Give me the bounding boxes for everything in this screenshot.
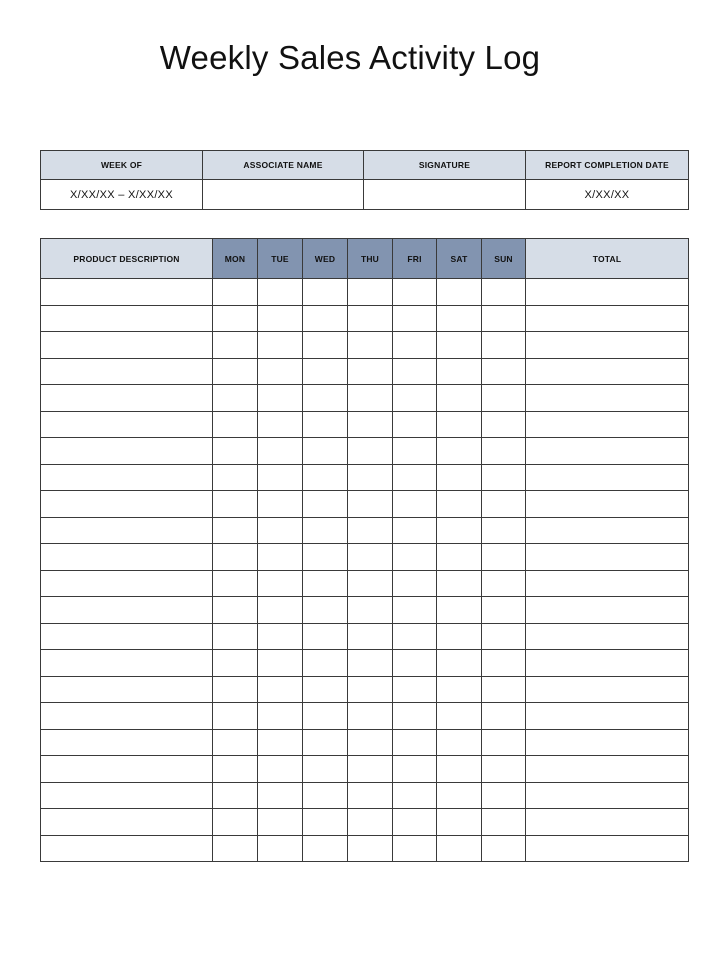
table-row	[41, 517, 689, 544]
tue-cell[interactable]	[258, 703, 303, 730]
sun-cell[interactable]	[482, 809, 526, 836]
thu-cell[interactable]	[348, 782, 393, 809]
table-row	[41, 703, 689, 730]
thu-cell[interactable]	[348, 411, 393, 438]
product-description-cell[interactable]	[41, 782, 213, 809]
table-row	[41, 623, 689, 650]
wed-cell[interactable]	[303, 570, 348, 597]
page-title: Weekly Sales Activity Log	[159, 39, 541, 76]
sun-cell[interactable]	[482, 597, 526, 624]
thu-cell[interactable]	[348, 623, 393, 650]
product-description-cell[interactable]	[41, 756, 213, 783]
fri-cell[interactable]	[393, 517, 437, 544]
thu-cell[interactable]	[348, 544, 393, 571]
mon-cell[interactable]	[213, 835, 258, 862]
sat-cell[interactable]	[437, 703, 482, 730]
wed-cell[interactable]	[303, 703, 348, 730]
thu-cell[interactable]	[348, 305, 393, 332]
thu-cell[interactable]	[348, 756, 393, 783]
report-completion-date-header: REPORT COMPLETION DATE	[526, 151, 689, 180]
product-description-cell[interactable]	[41, 438, 213, 465]
log-body	[41, 279, 689, 862]
product-description-header: PRODUCT DESCRIPTION	[41, 239, 213, 279]
total-cell[interactable]	[526, 411, 689, 438]
sat-cell[interactable]	[437, 544, 482, 571]
associate-name-field[interactable]	[203, 180, 364, 210]
total-cell[interactable]	[526, 358, 689, 385]
fri-cell[interactable]	[393, 385, 437, 412]
fri-cell[interactable]	[393, 332, 437, 359]
tue-cell[interactable]	[258, 411, 303, 438]
thu-cell[interactable]	[348, 729, 393, 756]
thu-cell[interactable]	[348, 809, 393, 836]
sat-header: SAT	[437, 239, 482, 279]
sat-cell[interactable]	[437, 676, 482, 703]
sun-header: SUN	[482, 239, 526, 279]
fri-cell[interactable]	[393, 597, 437, 624]
table-row	[41, 279, 689, 306]
table-row	[41, 570, 689, 597]
signature-header: SIGNATURE	[364, 151, 526, 180]
wed-cell[interactable]	[303, 756, 348, 783]
total-cell[interactable]	[526, 305, 689, 332]
table-row	[41, 438, 689, 465]
thu-cell[interactable]	[348, 438, 393, 465]
mon-cell[interactable]	[213, 411, 258, 438]
report-completion-date-field[interactable]: X/XX/XX	[526, 180, 689, 210]
product-description-cell[interactable]	[41, 385, 213, 412]
tue-cell[interactable]	[258, 809, 303, 836]
wed-cell[interactable]	[303, 650, 348, 677]
product-description-cell[interactable]	[41, 332, 213, 359]
mon-cell[interactable]	[213, 809, 258, 836]
fri-cell[interactable]	[393, 570, 437, 597]
tue-cell[interactable]	[258, 305, 303, 332]
fri-cell[interactable]	[393, 438, 437, 465]
sun-cell[interactable]	[482, 835, 526, 862]
mon-cell[interactable]	[213, 729, 258, 756]
mon-cell[interactable]	[213, 570, 258, 597]
total-cell[interactable]	[526, 703, 689, 730]
fri-cell[interactable]	[393, 729, 437, 756]
thu-cell[interactable]	[348, 517, 393, 544]
sat-cell[interactable]	[437, 756, 482, 783]
table-row	[41, 305, 689, 332]
sat-cell[interactable]	[437, 597, 482, 624]
mon-cell[interactable]	[213, 756, 258, 783]
sat-cell[interactable]	[437, 385, 482, 412]
table-row	[41, 676, 689, 703]
table-row	[41, 544, 689, 571]
thu-cell[interactable]	[348, 835, 393, 862]
product-description-cell[interactable]	[41, 279, 213, 306]
week-of-field[interactable]: X/XX/XX – X/XX/XX	[41, 180, 203, 210]
product-description-cell[interactable]	[41, 491, 213, 518]
sun-cell[interactable]	[482, 756, 526, 783]
table-row	[41, 782, 689, 809]
wed-cell[interactable]	[303, 809, 348, 836]
total-cell[interactable]	[526, 517, 689, 544]
fri-cell[interactable]	[393, 809, 437, 836]
tue-cell[interactable]	[258, 358, 303, 385]
total-cell[interactable]	[526, 809, 689, 836]
fri-cell[interactable]	[393, 623, 437, 650]
thu-cell[interactable]	[348, 703, 393, 730]
fri-cell[interactable]	[393, 491, 437, 518]
sat-cell[interactable]	[437, 464, 482, 491]
sun-cell[interactable]	[482, 623, 526, 650]
sun-cell[interactable]	[482, 385, 526, 412]
sat-cell[interactable]	[437, 729, 482, 756]
associate-name-header: ASSOCIATE NAME	[203, 151, 364, 180]
sat-cell[interactable]	[437, 517, 482, 544]
mon-cell[interactable]	[213, 650, 258, 677]
sun-cell[interactable]	[482, 676, 526, 703]
fri-cell[interactable]	[393, 544, 437, 571]
tue-cell[interactable]	[258, 623, 303, 650]
product-description-cell[interactable]	[41, 650, 213, 677]
sun-cell[interactable]	[482, 729, 526, 756]
total-cell[interactable]	[526, 332, 689, 359]
wed-cell[interactable]	[303, 729, 348, 756]
sun-cell[interactable]	[482, 411, 526, 438]
thu-cell[interactable]	[348, 570, 393, 597]
info-value-row	[41, 180, 689, 210]
tue-cell[interactable]	[258, 597, 303, 624]
tue-cell[interactable]	[258, 464, 303, 491]
product-description-cell[interactable]	[41, 835, 213, 862]
total-header: TOTAL	[526, 239, 689, 279]
sun-cell[interactable]	[482, 570, 526, 597]
sat-cell[interactable]	[437, 782, 482, 809]
wed-header: WED	[303, 239, 348, 279]
sat-cell[interactable]	[437, 438, 482, 465]
mon-cell[interactable]	[213, 464, 258, 491]
thu-header: THU	[348, 239, 393, 279]
fri-cell[interactable]	[393, 358, 437, 385]
total-cell[interactable]	[526, 438, 689, 465]
tue-cell[interactable]	[258, 570, 303, 597]
total-cell[interactable]	[526, 544, 689, 571]
product-description-cell[interactable]	[41, 411, 213, 438]
product-description-cell[interactable]	[41, 517, 213, 544]
total-cell[interactable]	[526, 676, 689, 703]
wed-cell[interactable]	[303, 385, 348, 412]
tue-cell[interactable]	[258, 517, 303, 544]
total-cell[interactable]	[526, 279, 689, 306]
wed-cell[interactable]	[303, 782, 348, 809]
product-description-cell[interactable]	[41, 597, 213, 624]
week-of-header: WEEK OF	[41, 151, 203, 180]
wed-cell[interactable]	[303, 623, 348, 650]
table-row	[41, 385, 689, 412]
sat-cell[interactable]	[437, 835, 482, 862]
table-row	[41, 809, 689, 836]
thu-cell[interactable]	[348, 676, 393, 703]
sat-cell[interactable]	[437, 809, 482, 836]
mon-cell[interactable]	[213, 597, 258, 624]
product-description-cell[interactable]	[41, 305, 213, 332]
sat-cell[interactable]	[437, 305, 482, 332]
sat-cell[interactable]	[437, 650, 482, 677]
mon-cell[interactable]	[213, 517, 258, 544]
sun-cell[interactable]	[482, 332, 526, 359]
total-cell[interactable]	[526, 650, 689, 677]
info-table	[40, 150, 689, 210]
mon-cell[interactable]	[213, 385, 258, 412]
table-row	[41, 464, 689, 491]
mon-cell[interactable]	[213, 623, 258, 650]
thu-cell[interactable]	[348, 279, 393, 306]
total-cell[interactable]	[526, 464, 689, 491]
sun-cell[interactable]	[482, 464, 526, 491]
fri-cell[interactable]	[393, 650, 437, 677]
mon-cell[interactable]	[213, 279, 258, 306]
fri-cell[interactable]	[393, 279, 437, 306]
sat-cell[interactable]	[437, 570, 482, 597]
fri-cell[interactable]	[393, 703, 437, 730]
mon-cell[interactable]	[213, 676, 258, 703]
sat-cell[interactable]	[437, 491, 482, 518]
product-description-cell[interactable]	[41, 676, 213, 703]
tue-cell[interactable]	[258, 332, 303, 359]
thu-cell[interactable]	[348, 491, 393, 518]
wed-cell[interactable]	[303, 517, 348, 544]
fri-cell[interactable]	[393, 782, 437, 809]
table-row	[41, 358, 689, 385]
tue-cell[interactable]	[258, 385, 303, 412]
tue-cell[interactable]	[258, 491, 303, 518]
wed-cell[interactable]	[303, 676, 348, 703]
fri-cell[interactable]	[393, 464, 437, 491]
product-description-cell[interactable]	[41, 570, 213, 597]
sun-cell[interactable]	[482, 305, 526, 332]
total-cell[interactable]	[526, 835, 689, 862]
sat-cell[interactable]	[437, 279, 482, 306]
wed-cell[interactable]	[303, 597, 348, 624]
wed-cell[interactable]	[303, 305, 348, 332]
fri-cell[interactable]	[393, 676, 437, 703]
wed-cell[interactable]	[303, 438, 348, 465]
signature-field[interactable]	[364, 180, 526, 210]
total-cell[interactable]	[526, 491, 689, 518]
tue-header: TUE	[258, 239, 303, 279]
tue-cell[interactable]	[258, 756, 303, 783]
tue-cell[interactable]	[258, 650, 303, 677]
wed-cell[interactable]	[303, 358, 348, 385]
tue-cell[interactable]	[258, 676, 303, 703]
table-row	[41, 756, 689, 783]
total-cell[interactable]	[526, 729, 689, 756]
mon-cell[interactable]	[213, 491, 258, 518]
sun-cell[interactable]	[482, 279, 526, 306]
table-row	[41, 491, 689, 518]
sun-cell[interactable]	[482, 703, 526, 730]
wed-cell[interactable]	[303, 332, 348, 359]
sat-cell[interactable]	[437, 411, 482, 438]
total-cell[interactable]	[526, 570, 689, 597]
wed-cell[interactable]	[303, 464, 348, 491]
total-cell[interactable]	[526, 597, 689, 624]
log-header-row	[41, 239, 689, 279]
mon-cell[interactable]	[213, 358, 258, 385]
mon-cell[interactable]	[213, 703, 258, 730]
sun-cell[interactable]	[482, 782, 526, 809]
sat-cell[interactable]	[437, 332, 482, 359]
tue-cell[interactable]	[258, 729, 303, 756]
tue-cell[interactable]	[258, 438, 303, 465]
total-cell[interactable]	[526, 756, 689, 783]
info-header-row	[41, 151, 689, 180]
product-description-cell[interactable]	[41, 809, 213, 836]
wed-cell[interactable]	[303, 835, 348, 862]
thu-cell[interactable]	[348, 332, 393, 359]
tue-cell[interactable]	[258, 279, 303, 306]
sun-cell[interactable]	[482, 517, 526, 544]
table-row	[41, 729, 689, 756]
product-description-cell[interactable]	[41, 358, 213, 385]
thu-cell[interactable]	[348, 358, 393, 385]
mon-cell[interactable]	[213, 332, 258, 359]
table-row	[41, 597, 689, 624]
total-cell[interactable]	[526, 623, 689, 650]
sales-log-table	[40, 238, 689, 862]
tue-cell[interactable]	[258, 782, 303, 809]
product-description-cell[interactable]	[41, 729, 213, 756]
fri-cell[interactable]	[393, 756, 437, 783]
sun-cell[interactable]	[482, 358, 526, 385]
sat-cell[interactable]	[437, 358, 482, 385]
product-description-cell[interactable]	[41, 464, 213, 491]
sat-cell[interactable]	[437, 623, 482, 650]
sun-cell[interactable]	[482, 650, 526, 677]
fri-cell[interactable]	[393, 835, 437, 862]
tue-cell[interactable]	[258, 835, 303, 862]
tue-cell[interactable]	[258, 544, 303, 571]
table-row	[41, 835, 689, 862]
wed-cell[interactable]	[303, 279, 348, 306]
wed-cell[interactable]	[303, 491, 348, 518]
wed-cell[interactable]	[303, 411, 348, 438]
product-description-cell[interactable]	[41, 623, 213, 650]
total-cell[interactable]	[526, 385, 689, 412]
mon-cell[interactable]	[213, 544, 258, 571]
sun-cell[interactable]	[482, 491, 526, 518]
mon-header: MON	[213, 239, 258, 279]
thu-cell[interactable]	[348, 650, 393, 677]
product-description-cell[interactable]	[41, 544, 213, 571]
thu-cell[interactable]	[348, 464, 393, 491]
thu-cell[interactable]	[348, 597, 393, 624]
product-description-cell[interactable]	[41, 703, 213, 730]
mon-cell[interactable]	[213, 305, 258, 332]
mon-cell[interactable]	[213, 438, 258, 465]
table-row	[41, 650, 689, 677]
sun-cell[interactable]	[482, 438, 526, 465]
fri-header: FRI	[393, 239, 437, 279]
thu-cell[interactable]	[348, 385, 393, 412]
table-row	[41, 411, 689, 438]
table-row	[41, 332, 689, 359]
fri-cell[interactable]	[393, 305, 437, 332]
fri-cell[interactable]	[393, 411, 437, 438]
wed-cell[interactable]	[303, 544, 348, 571]
mon-cell[interactable]	[213, 782, 258, 809]
total-cell[interactable]	[526, 782, 689, 809]
sun-cell[interactable]	[482, 544, 526, 571]
